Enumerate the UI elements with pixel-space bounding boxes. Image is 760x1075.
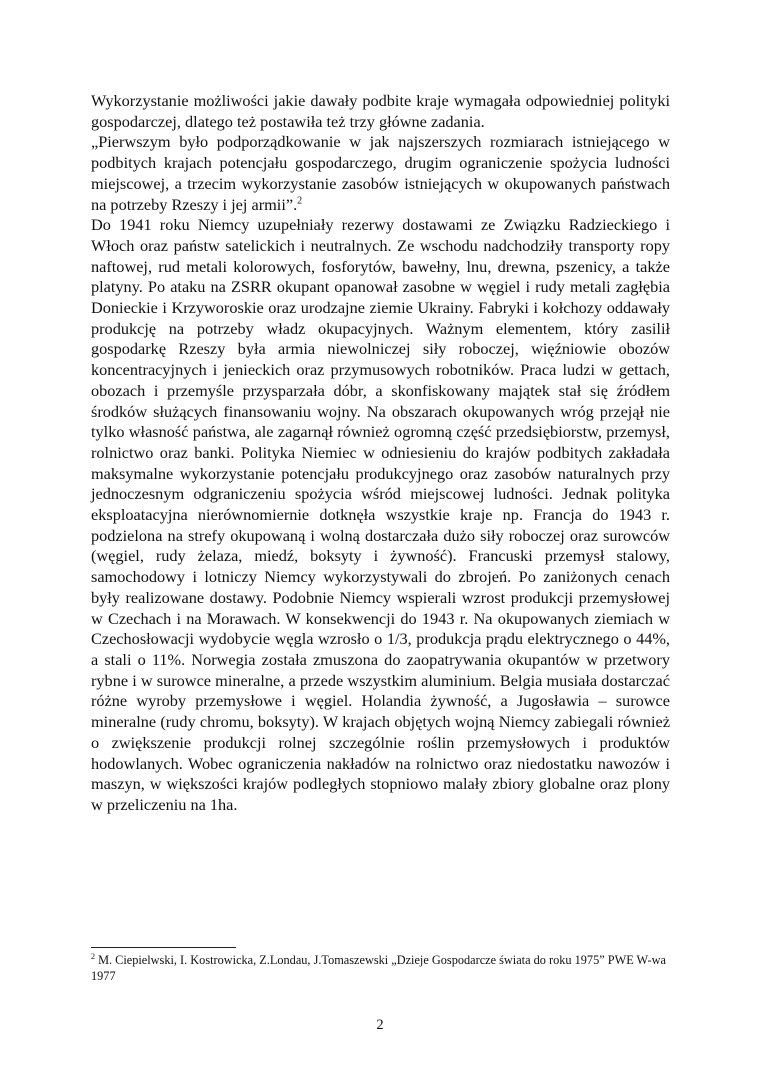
footnote-number: 2 <box>91 951 95 961</box>
footnote-reference[interactable]: 2 <box>297 195 303 207</box>
page-number: 2 <box>376 1017 384 1033</box>
paragraph-intro <box>91 91 670 132</box>
footnote-text: M. Ciepielwski, I. Kostrowicka, Z.Londau, J.Tomaszewski „Dzieje Gospodarcze świata do roku 1975” PWE W-wa 1977 <box>91 953 666 983</box>
footnote-divider <box>91 947 236 948</box>
paragraph-quote <box>91 132 670 215</box>
paragraph-quote-text: „Pierwszym było podporządkowanie w jak najszerszych rozmiarach istniejącego w podbitych krajach potencjału gospodarczego, drugim ograniczenie spożycia ludności miejscowej, a trzecim wykorzystanie zasobów istniejących w okupowanych państwach na potrzeby Rzeszy i jej armii”. <box>91 132 670 214</box>
paragraph-main <box>91 215 670 815</box>
footnote <box>91 952 670 984</box>
paragraph-intro-text: Wykorzystanie możliwości jakie dawały podbite kraje wymagała odpowiedniej polityki gospodarczej, dlatego też postawiła też trzy główne zadania. <box>91 91 670 131</box>
body-text <box>91 91 670 816</box>
paragraph-main-text: Do 1941 roku Niemcy uzupełniały rezerwy dostawami ze Związku Radzieckiego i Włoch oraz państw satelickich i neutralnych. Ze wschodu nadchodziły transporty ropy naftowej, rud metali kolorowych, fosforytów, bawełny, lnu, drewna, pszenicy, a także platyny. Po ataku na ZSRR okupant opanował zasobne w węgiel i rudy metali zagłębia Donieckie i Krzyworoskie oraz urodzajne ziemie Ukrainy. Fabryki i kołchozy oddawały produkcję na potrzeby władz okupacyjnych. Ważnym elementem, który zasilił gospodarkę Rzeszy była armia niewolniczej siły roboczej, więźniowie obozów koncentracyjnych i jenieckich oraz przymusowych robotników. Praca ludzi w gettach, obozach i przemyśle przysparzała dóbr, a skonfiskowany majątek stał się źródłem środków służących finansowaniu wojny. Na obszarach okupowanych wróg przejął nie tylko własność państwa, ale zagarnął również ogromną część przedsiębiorstw, przemysł, rolnictwo oraz banki. Polityka Niemiec w odniesieniu do krajów podbitych zakładała maksymalne wykorzystanie potencjału produkcyjnego oraz zasobów naturalnych przy jednoczesnym odgraniczeniu spożycia wśród miejscowej ludności. Jednak polityka eksploatacyjna nierównomiernie dotknęła wszystkie kraje np. Francja do 1943 r. podzielona na strefy okupowaną i wolną dostarczała dużo siły roboczej oraz surowców (węgiel, rudy żelaza, miedź, boksyty i żywność). Francuski przemysł stalowy, samochodowy i lotniczy Niemcy wykorzystywali do zbrojeń. Po zaniżonych cenach były realizowane dostawy. Podobnie Niemcy wspierali wzrost produkcji przemysłowej w Czechach i na Morawach. W konsekwencji do 1943 r. Na okupowanych ziemiach w Czechosłowacji wydobycie węgla wzrosło o 1/3, produkcja prądu elektrycznego o 44%, a stali o 11%. Norwegia została zmuszona do zaopatrywania okupantów w przetwory rybne i w surowce mineralne, a przede wszystkim aluminium. Belgia musiała dostarczać różne wyroby przemysłowe i węgiel. Holandia żywność, a Jugosławia – surowce mineralne (rudy chromu, boksyty). W krajach objętych wojną Niemcy zabiegali również o zwiększenie produkcji rolnej szczególnie roślin przemysłowych i produktów hodowlanych. Wobec ograniczenia nakładów na rolnictwo oraz niedostatku nawozów i maszyn, w większości krajów podległych stopniowo malały zbiory globalne oraz plony w przeliczeniu na 1ha. <box>91 215 670 814</box>
